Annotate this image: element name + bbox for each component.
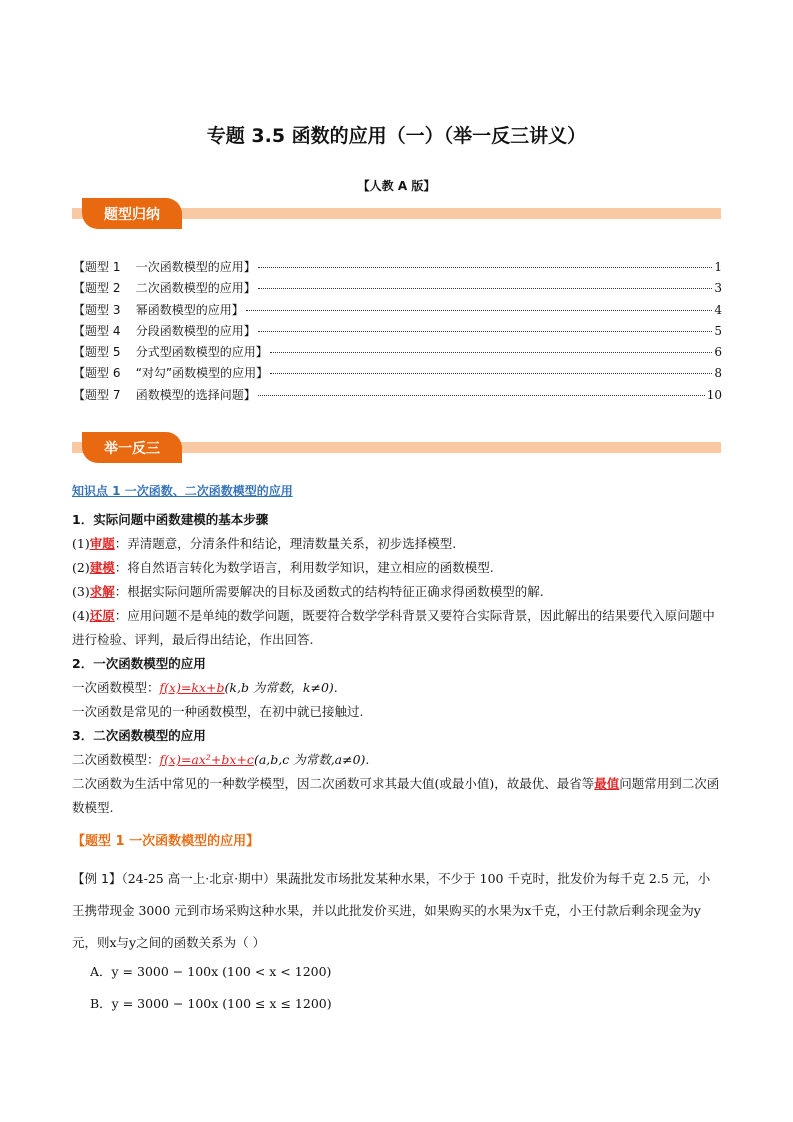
step-prefix: (2)	[72, 560, 90, 575]
toc-page: 4	[714, 302, 722, 317]
toc-text: 函数模型的选择问题】	[135, 387, 256, 402]
knowledge-point-title: 知识点 1 一次函数、二次函数模型的应用	[72, 484, 293, 498]
toc-text: 二次函数模型的应用】	[135, 281, 256, 296]
toc-num: 【题型 1	[73, 260, 121, 274]
step-3	[72, 580, 722, 604]
example-text: （24-25 高一上·北京·期中）果蔬批发市场批发某种水果，不少于 100 千克时，批发价为每千克 2.5 元，小王携带现金 3000 元到市场采购这种水果，并以此批发价买进，如果购买的水果为x千克，小王付款后剩余现金为y元，则x与y之间的函数关系为（ ）	[72, 871, 711, 950]
page-title: 专题 3.5 函数的应用（一）（举一反三讲义）	[206, 125, 587, 147]
toc-num: 【题型 3	[73, 302, 121, 317]
step-key: 求解	[89, 584, 115, 599]
linear-note: 一次函数是常见的一种函数模型，在初中就已接触过.	[72, 704, 364, 719]
question-type-title: 【题型 1 一次函数模型的应用】	[72, 834, 260, 849]
step-prefix: (4)	[72, 608, 90, 623]
quadratic-prefix: 二次函数模型：	[72, 752, 160, 767]
toc-page: 10	[706, 387, 722, 402]
heading-linear: 2．一次函数模型的应用	[72, 656, 206, 671]
toc-item[interactable]	[73, 343, 722, 364]
toc-num: 【题型 6	[73, 366, 121, 381]
choice-a[interactable]: A．y = 3000 − 100x (100 < x < 1200)	[90, 964, 332, 979]
toc-item[interactable]	[73, 279, 722, 300]
toc-item[interactable]	[73, 258, 722, 279]
toc-page: 3	[714, 281, 722, 296]
toc-leader	[246, 310, 713, 311]
toc-item[interactable]	[73, 364, 722, 385]
toc-text: “对勾”函数模型的应用】	[135, 366, 269, 381]
toc-item[interactable]	[73, 322, 722, 343]
toc-page: 8	[714, 366, 722, 381]
toc-num: 【题型 5	[73, 345, 121, 360]
step-key: 建模	[89, 560, 115, 575]
toc-leader	[270, 352, 713, 353]
heading-steps: 1．实际问题中函数建模的基本步骤	[72, 512, 269, 527]
quadratic-suffix: (a,b,c 为常数,a≠0).	[253, 752, 370, 767]
step-key: 审题	[89, 536, 115, 551]
step-text: ：应用问题不是单纯的数学问题，既要符合数学学科背景又要符合实际背景，因此解出的结果要代入原问题中进行检验、评判，最后得出结论，作出回答.	[72, 608, 715, 647]
toc-leader	[258, 267, 713, 268]
section-tab-practice: 举一反三	[82, 432, 182, 463]
linear-formula: f(x)=kx+b	[159, 680, 225, 695]
toc-num: 【题型 4	[73, 323, 121, 338]
toc-num: 【题型 2	[73, 281, 121, 296]
quadratic-formula: f(x)=ax²+bx+c	[159, 752, 254, 767]
edition-label: 【人教 A 版】	[357, 179, 436, 193]
toc-leader	[258, 395, 705, 396]
quadratic-note-a: 二次函数为生活中常见的一种数学模型，因二次函数可求其最大值(或最小值)，故最优、最省等	[72, 776, 595, 791]
example-label: 【例 1】	[72, 871, 122, 886]
table-of-contents	[73, 258, 722, 407]
example-1	[72, 863, 722, 959]
toc-page: 5	[714, 323, 722, 338]
step-key: 还原	[89, 608, 115, 623]
step-text: ：弄清题意，分清条件和结论，理清数量关系，初步选择模型.	[114, 536, 457, 551]
step-prefix: (1)	[72, 536, 90, 551]
heading-quadratic: 3．二次函数模型的应用	[72, 728, 206, 743]
step-1	[72, 532, 722, 556]
step-prefix: (3)	[72, 584, 90, 599]
choice-b[interactable]: B．y = 3000 − 100x (100 ≤ x ≤ 1200)	[90, 996, 332, 1011]
toc-leader	[258, 288, 713, 289]
step-2	[72, 556, 722, 580]
toc-text: 分式型函数模型的应用】	[135, 345, 268, 360]
toc-num: 【题型 7	[73, 387, 121, 402]
toc-text: 分段函数模型的应用】	[135, 323, 256, 338]
toc-leader	[270, 373, 712, 374]
step-4	[72, 604, 722, 652]
linear-suffix: (k,b 为常数，k≠0).	[224, 680, 338, 695]
linear-model	[72, 676, 722, 700]
toc-page: 1	[714, 260, 722, 274]
toc-item[interactable]	[73, 386, 722, 407]
quadratic-note-key: 最值	[594, 776, 620, 791]
toc-item[interactable]	[73, 301, 722, 322]
toc-page: 6	[714, 345, 722, 360]
toc-text: 幂函数模型的应用】	[135, 302, 244, 317]
knowledge-content	[72, 508, 722, 820]
section-tab-summary: 题型归纳	[82, 198, 182, 229]
linear-prefix: 一次函数模型：	[72, 680, 160, 695]
quadratic-note	[72, 772, 722, 820]
quadratic-note-b: 问题常用到二次函数模型.	[72, 776, 720, 815]
quadratic-model	[72, 748, 722, 772]
toc-text: 一次函数模型的应用】	[135, 260, 256, 274]
step-text: ：根据实际问题所需要解决的目标及函数式的结构特征正确求得函数模型的解.	[114, 584, 544, 599]
step-text: ：将自然语言转化为数学语言，利用数学知识，建立相应的函数模型.	[114, 560, 494, 575]
toc-leader	[258, 331, 713, 332]
